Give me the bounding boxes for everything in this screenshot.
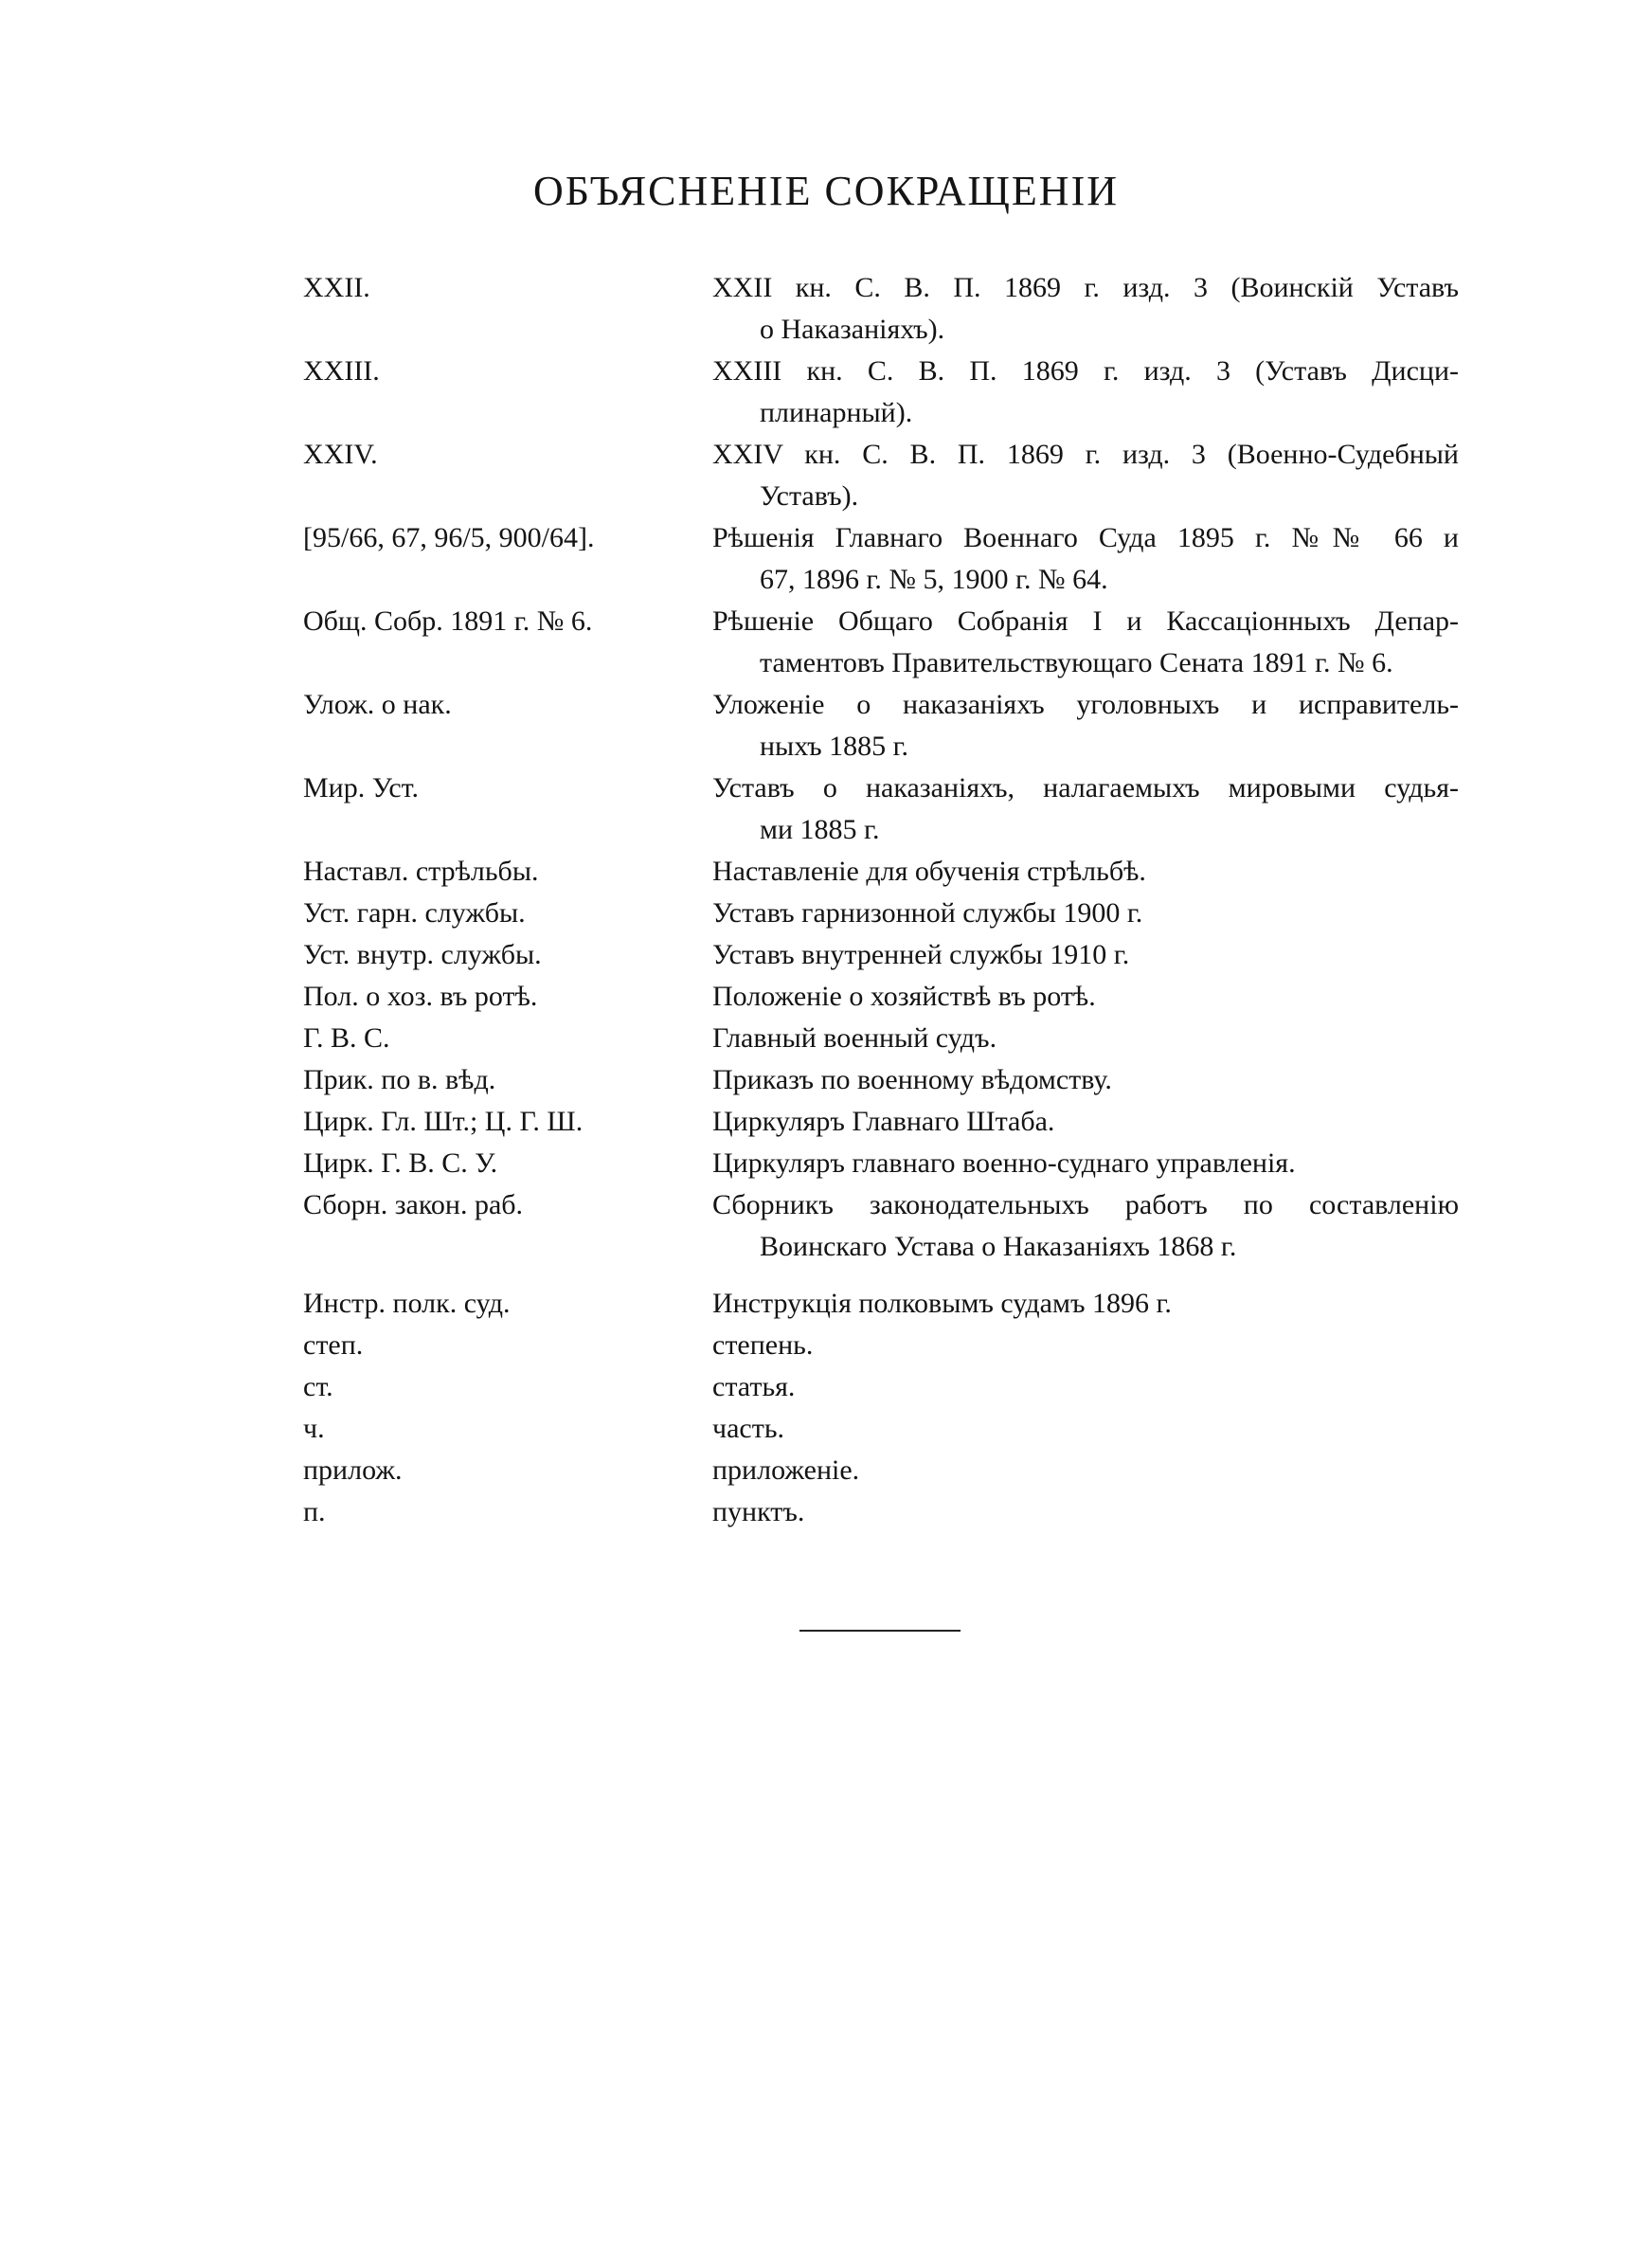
entry bbox=[303, 1491, 1459, 1533]
entry bbox=[303, 517, 1459, 601]
entry-explanation-line: Главный военный судъ. bbox=[712, 1022, 997, 1054]
entry-explanation-line: таментовъ Правительствующаго Сената 1891 г. № 6. bbox=[760, 647, 1393, 678]
entry-explanation bbox=[712, 684, 1459, 767]
entry-abbreviation: ст. bbox=[303, 1371, 333, 1402]
entry bbox=[303, 851, 1459, 893]
entry-explanation bbox=[712, 1059, 1459, 1101]
entry-abbreviation: XXIV. bbox=[303, 439, 378, 470]
entry-abbreviation: Г. В. С. bbox=[303, 1022, 390, 1054]
entry bbox=[303, 1325, 1459, 1366]
entry-explanation-line: ми 1885 г. bbox=[760, 814, 880, 845]
entry-abbreviation: Пол. о хоз. въ ротѣ. bbox=[303, 981, 538, 1012]
entry-explanation-line: Циркуляръ Главнаго Штаба. bbox=[712, 1106, 1055, 1137]
entry-abbreviation: Уст. гарн. службы. bbox=[303, 897, 526, 929]
entry-abbreviation: XXII. bbox=[303, 272, 370, 303]
entry-explanation bbox=[712, 1491, 1459, 1533]
entry-explanation bbox=[712, 1283, 1459, 1325]
entry bbox=[303, 434, 1459, 517]
entry bbox=[303, 1408, 1459, 1450]
entry bbox=[303, 767, 1459, 851]
abbreviation-list bbox=[303, 267, 1459, 1533]
entry-explanation-line: Циркуляръ главнаго военно-суднаго управленія. bbox=[712, 1147, 1296, 1179]
entry-abbreviation: Цирк. Г. В. С. У. bbox=[303, 1147, 498, 1179]
closing-rule bbox=[799, 1630, 961, 1632]
entry-explanation-line: Приказъ по военному вѣдомству. bbox=[712, 1064, 1112, 1095]
entry-explanation-line: Уложеніе о наказаніяхъ уголовныхъ и исправитель- bbox=[712, 689, 1459, 720]
entry bbox=[303, 601, 1459, 684]
page-title: ОБЪЯСНЕНІЕ СОКРАЩЕНІИ bbox=[533, 168, 1119, 214]
entry-explanation-line: Сборникъ законодательныхъ работъ по составленію bbox=[712, 1189, 1459, 1220]
entry-explanation bbox=[712, 517, 1459, 601]
entry bbox=[303, 1450, 1459, 1491]
entry-abbreviation: степ. bbox=[303, 1329, 364, 1361]
entry-explanation bbox=[712, 1143, 1459, 1184]
entry-abbreviation: Инстр. полк. суд. bbox=[303, 1288, 511, 1319]
entry-abbreviation: Сборн. закон. раб. bbox=[303, 1189, 524, 1220]
entry bbox=[303, 1283, 1459, 1325]
entry-abbreviation: Цирк. Гл. Шт.; Ц. Г. Ш. bbox=[303, 1106, 584, 1137]
entry-explanation bbox=[712, 351, 1459, 434]
entry bbox=[303, 351, 1459, 434]
entry bbox=[303, 1018, 1459, 1059]
entry bbox=[303, 934, 1459, 976]
entry-explanation bbox=[712, 1101, 1459, 1143]
entry-explanation-line: плинарный). bbox=[760, 397, 913, 428]
entry-explanation-line: степень. bbox=[712, 1329, 814, 1361]
entry bbox=[303, 1366, 1459, 1408]
entry-explanation-line: Уставъ о наказаніяхъ, налагаемыхъ мировыми судья- bbox=[712, 772, 1459, 803]
entry bbox=[303, 893, 1459, 934]
entry-abbreviation: Прик. по в. вѣд. bbox=[303, 1064, 496, 1095]
entry-abbreviation: Общ. Собр. 1891 г. № 6. bbox=[303, 605, 593, 637]
entry-explanation bbox=[712, 267, 1459, 351]
entry-explanation bbox=[712, 1184, 1459, 1268]
entry-explanation bbox=[712, 434, 1459, 517]
entry-abbreviation: [95/66, 67, 96/5, 900/64]. bbox=[303, 522, 595, 553]
entry-explanation-line: Рѣшенія Главнаго Военнаго Суда 1895 г. №№ 66 и bbox=[712, 522, 1459, 553]
entry-explanation bbox=[712, 767, 1459, 851]
entry-explanation-line: XXIV кн. С. В. П. 1869 г. изд. 3 (Военно-Судебный bbox=[712, 439, 1459, 470]
entry-abbreviation: прилож. bbox=[303, 1454, 403, 1486]
entry bbox=[303, 1143, 1459, 1184]
entry-explanation-line: Положеніе о хозяйствѣ въ ротѣ. bbox=[712, 981, 1096, 1012]
entry-explanation-line: Уставъ). bbox=[760, 480, 859, 512]
entry-explanation bbox=[712, 976, 1459, 1018]
entry-explanation-line: XXIII кн. С. В. П. 1869 г. изд. 3 (Уставъ Дисци- bbox=[712, 355, 1459, 387]
entry bbox=[303, 1101, 1459, 1143]
entry-explanation-line: о Наказаніяхъ). bbox=[760, 314, 945, 345]
entry-explanation-line: Воинскаго Устава о Наказаніяхъ 1868 г. bbox=[760, 1231, 1237, 1262]
entry-explanation-line: статья. bbox=[712, 1371, 796, 1402]
entry-explanation-line: Рѣшеніе Общаго Собранія I и Кассаціонныхъ Депар- bbox=[712, 605, 1459, 637]
entry-explanation bbox=[712, 1450, 1459, 1491]
entry-explanation-line: часть. bbox=[712, 1413, 785, 1444]
entry-explanation-line: Инструкція полковымъ судамъ 1896 г. bbox=[712, 1288, 1172, 1319]
entry-explanation bbox=[712, 1408, 1459, 1450]
entry-abbreviation: п. bbox=[303, 1496, 326, 1527]
entry-explanation-line: XXII кн. С. В. П. 1869 г. изд. 3 (Воинскій Уставъ bbox=[712, 272, 1459, 303]
entry-abbreviation: XXIII. bbox=[303, 355, 380, 387]
entry-abbreviation: ч. bbox=[303, 1413, 325, 1444]
entry-explanation-line: Уставъ внутренней службы 1910 г. bbox=[712, 939, 1130, 970]
entry-explanation-line: Уставъ гарнизонной службы 1900 г. bbox=[712, 897, 1143, 929]
entry-explanation bbox=[712, 893, 1459, 934]
entry bbox=[303, 267, 1459, 351]
entry bbox=[303, 684, 1459, 767]
entry bbox=[303, 1184, 1459, 1283]
entry-explanation bbox=[712, 1366, 1459, 1408]
entry-explanation-line: пунктъ. bbox=[712, 1496, 805, 1527]
entry-explanation-line: ныхъ 1885 г. bbox=[760, 731, 909, 762]
entry-abbreviation: Уст. внутр. службы. bbox=[303, 939, 542, 970]
entry-explanation bbox=[712, 851, 1459, 893]
entry-explanation-line: Наставленіе для обученія стрѣльбѣ. bbox=[712, 856, 1146, 887]
entry-explanation bbox=[712, 934, 1459, 976]
entry-explanation bbox=[712, 601, 1459, 684]
entry-explanation-line: 67, 1896 г. № 5, 1900 г. № 64. bbox=[760, 564, 1108, 595]
entry-explanation bbox=[712, 1325, 1459, 1366]
entry-explanation bbox=[712, 1018, 1459, 1059]
entry bbox=[303, 976, 1459, 1018]
entry-abbreviation: Наставл. стрѣльбы. bbox=[303, 856, 539, 887]
entry-explanation-line: приложеніе. bbox=[712, 1454, 860, 1486]
entry bbox=[303, 1059, 1459, 1101]
entry-abbreviation: Улож. о нак. bbox=[303, 689, 452, 720]
entry-abbreviation: Мир. Уст. bbox=[303, 772, 420, 803]
